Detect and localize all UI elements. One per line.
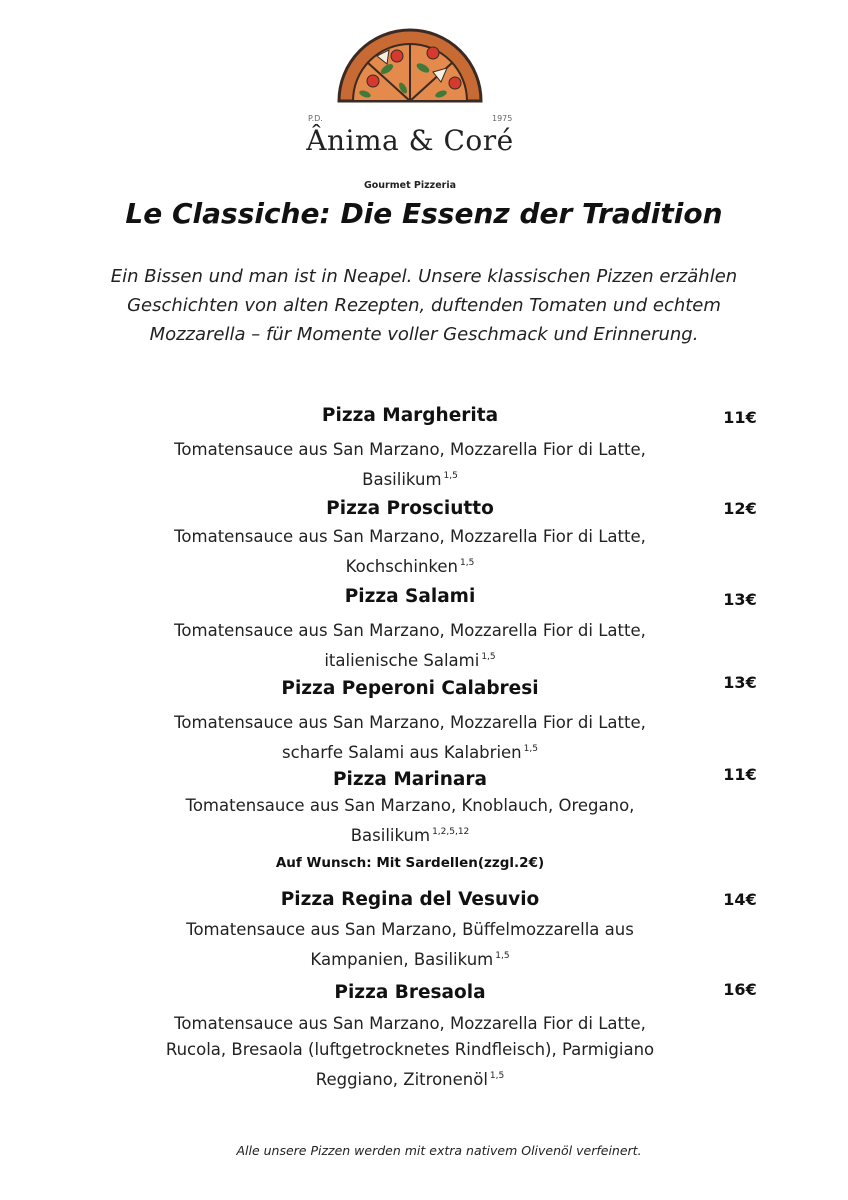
item-description	[150, 1011, 670, 1093]
item-desc-text: Tomatensauce aus San Marzano, Mozzarella Fior di Latte, Rucola, Bresaola (luftgetrocknetes Rindfleisch), Parmigiano Reggiano, Zitronenöl	[165, 1014, 655, 1089]
footer-note: Alle unsere Pizzen werden mit extra nativem Olivenöl verfeinert.	[236, 1143, 642, 1158]
item-description	[150, 618, 670, 674]
item-allergens: 1,2,5,12	[432, 827, 470, 837]
item-description	[150, 793, 670, 849]
item-description	[150, 710, 670, 766]
item-price: 14€	[723, 890, 757, 909]
pizza-logo-icon	[337, 26, 483, 104]
item-name: Pizza Margherita	[321, 405, 499, 426]
item-allergens: 1,5	[523, 744, 538, 754]
item-desc-text: Tomatensauce aus San Marzano, Knoblauch, Oregano, Basilikum	[185, 796, 635, 845]
item-description	[150, 917, 670, 973]
item-price: 13€	[723, 673, 757, 692]
item-name: Pizza Peperoni Calabresi	[281, 678, 539, 699]
intro-text: Ein Bissen und man ist in Neapel. Unsere klassischen Pizzen erzählen Geschichten von alten Rezepten, duftenden Tomaten und echtem Mozzarella – für Momente voller Geschmack und Erinnerung.	[110, 266, 738, 345]
brand-tagline: Gourmet Pizzeria	[363, 180, 457, 191]
item-name: Pizza Prosciutto	[326, 498, 494, 519]
menu-item	[150, 677, 670, 766]
item-description	[150, 437, 670, 493]
item-name: Pizza Regina del Vesuvio	[280, 889, 540, 910]
item-price: 13€	[723, 590, 757, 609]
item-desc-text: Tomatensauce aus San Marzano, Mozzarella Fior di Latte, italienische Salami	[174, 621, 646, 670]
item-allergens: 1,5	[481, 652, 496, 662]
menu-item	[150, 981, 670, 1093]
menu-item	[150, 497, 670, 580]
menu-item	[150, 404, 670, 493]
item-price: 11€	[723, 408, 757, 427]
item-desc-text: Tomatensauce aus San Marzano, Büffelmozzarella aus Kampanien, Basilikum	[186, 920, 634, 969]
item-name: Pizza Salami	[344, 586, 476, 607]
menu-item	[150, 768, 670, 873]
page-title: Le Classiche: Die Essenz der Tradition	[125, 197, 723, 230]
item-name: Pizza Marinara	[333, 769, 487, 790]
item-allergens: 1,5	[443, 471, 458, 481]
item-price: 11€	[723, 765, 757, 784]
item-allergens: 1,5	[460, 558, 475, 568]
logo	[300, 26, 520, 191]
item-desc-text: Tomatensauce aus San Marzano, Mozzarella Fior di Latte, scharfe Salami aus Kalabrien	[174, 713, 646, 762]
logo-year: 1975	[492, 114, 513, 123]
item-extra-note: Auf Wunsch: Mit Sardellen(zzgl.2€)	[275, 855, 545, 871]
item-description	[150, 524, 670, 580]
item-allergens: 1,5	[489, 1071, 505, 1081]
item-price: 12€	[723, 499, 757, 518]
item-desc-text: Tomatensauce aus San Marzano, Mozzarella Fior di Latte, Kochschinken	[174, 527, 646, 576]
item-allergens: 1,5	[495, 951, 510, 961]
item-name: Pizza Bresaola	[334, 982, 486, 1003]
item-price: 16€	[723, 980, 757, 999]
menu-item	[150, 888, 670, 973]
item-desc-text: Tomatensauce aus San Marzano, Mozzarella Fior di Latte, Basilikum	[174, 440, 646, 489]
brand-name: Ânima & Coré	[306, 124, 514, 157]
logo-left-text: P.D.	[308, 114, 323, 123]
menu-item	[150, 585, 670, 674]
